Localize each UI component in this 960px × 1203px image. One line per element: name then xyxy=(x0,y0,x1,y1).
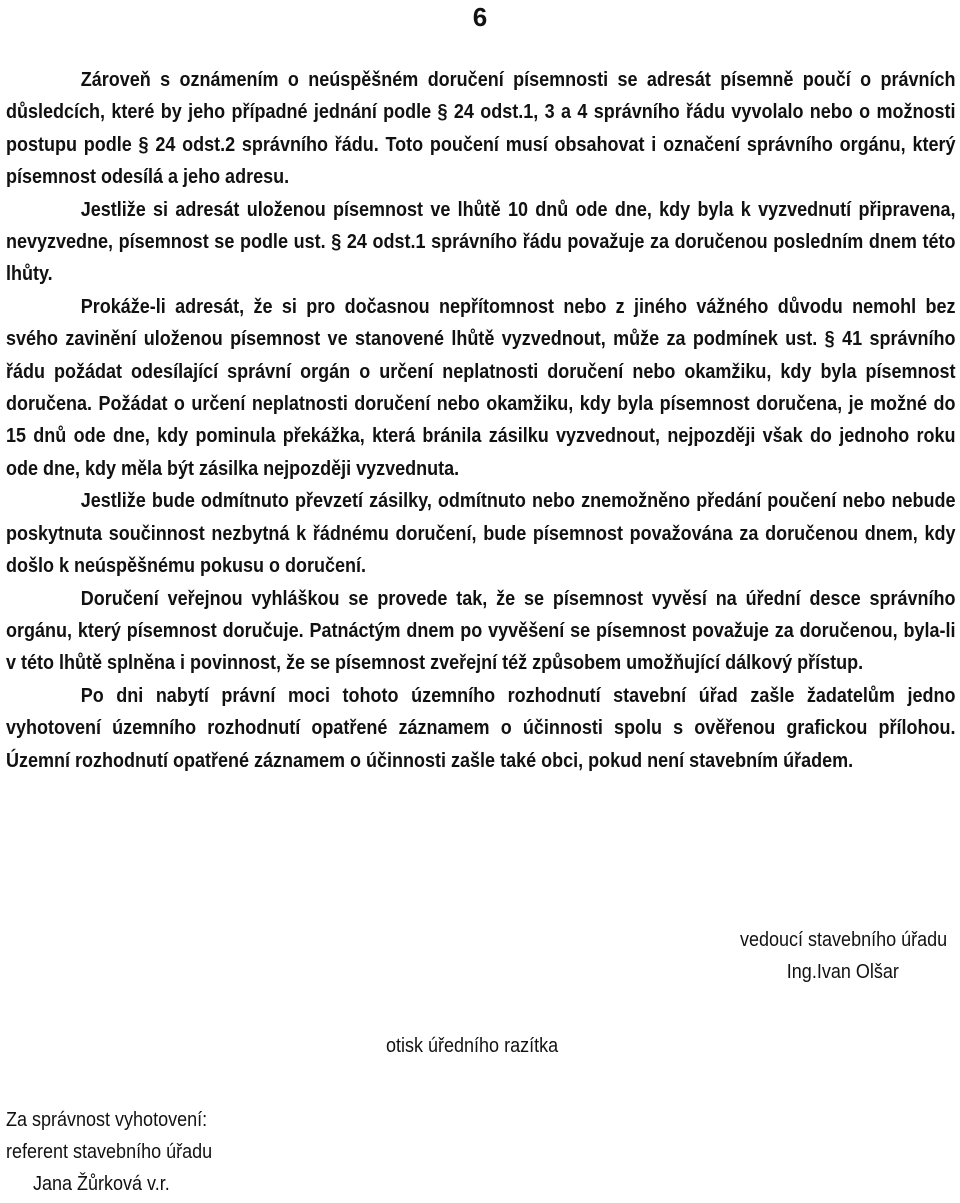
signature-block xyxy=(740,924,948,988)
paragraph-public-notice: Doručení veřejnou vyhláškou se provede tak, že se písemnost vyvěsí na úřední desce správního orgánu, který písemnost doručuje. Patnáctým dnem po vyvěšení se písemnost považuje za doručenou, byla-li v této lhůtě splněna i povinnost, že se písemnost zveřejní též způsobem umožňující dálkový přístup. xyxy=(6,587,956,675)
paragraph-pickup-deadline: Jestliže si adresát uloženou písemnost ve lhůtě 10 dnů ode dne, kdy byla k vyzvednutí připravena, nevyzvedne, písemnost se podle ust. § 24 odst.1 správního řádu považuje za doručenou posledním dnem této lhůty. xyxy=(6,198,956,286)
verification-label: Za správnost vyhotovení: xyxy=(6,1109,208,1131)
paragraph-absence-proof: Prokáže-li adresát, že si pro dočasnou nepřítomnost nebo z jiného vážného důvodu nemohl bez svého zavinění uloženou písemnost ve stanovené lhůtě vyzvednout, může za podmínek ust. § 41 správního řádu požádat odesílající správní orgán o určení neplatnosti doručení nebo okamžiku, kdy byla písemnost doručena. Požádat o určení neplatnosti doručení nebo okamžiku, kdy byla písemnost doručena, je možné do 15 dnů ode dne, kdy pominula překážka, která bránila zásilku vyzvednout, nejpozději však do jednoho roku ode dne, kdy měla být zásilka nejpozději vyzvednuta. xyxy=(6,295,956,480)
signature-title: vedoucí stavebního úřadu xyxy=(740,929,948,951)
paragraph-notice-consequences: Zároveň s oznámením o neúspěšném doručení písemnosti se adresát písemně poučí o právních důsledcích, které by jeho případné jednání podle § 24 odst.1, 3 a 4 správního řádu vyvolalo nebo o možnosti postupu podle § 24 odst.2 správního řádu. Toto poučení musí obsahovat i označení správního orgánu, který písemnost odesílá a jeho adresu. xyxy=(6,69,956,189)
paragraph-refusal: Jestliže bude odmítnuto převzetí zásilky, odmítnuto nebo znemožněno předání poučení nebo nebude poskytnuta součinnost nezbytná k řádnému doručení, bude písemnost považována za doručenou dnem, kdy došlo k neúspěšnému pokusu o doručení. xyxy=(6,490,956,578)
page-number: 6 xyxy=(472,2,488,32)
verification-block xyxy=(6,1104,212,1200)
body-text xyxy=(6,64,956,777)
verification-role: referent stavebního úřadu xyxy=(6,1141,213,1163)
signature-name: Ing.Ivan Olšar xyxy=(786,961,899,983)
stamp-note: otisk úředního razítka xyxy=(386,1035,559,1057)
verification-name: Jana Žůrková v.r. xyxy=(33,1173,170,1195)
paragraph-legal-effect: Po dni nabytí právní moci tohoto územního rozhodnutí stavební úřad zašle žadatelům jedno vyhotovení územního rozhodnutí opatřené záznamem o účinnosti spolu s ověřenou grafickou přílohou. Územní rozhodnutí opatřené záznamem o účinnosti zašle také obci, pokud není stavebním úřadem. xyxy=(6,684,956,772)
